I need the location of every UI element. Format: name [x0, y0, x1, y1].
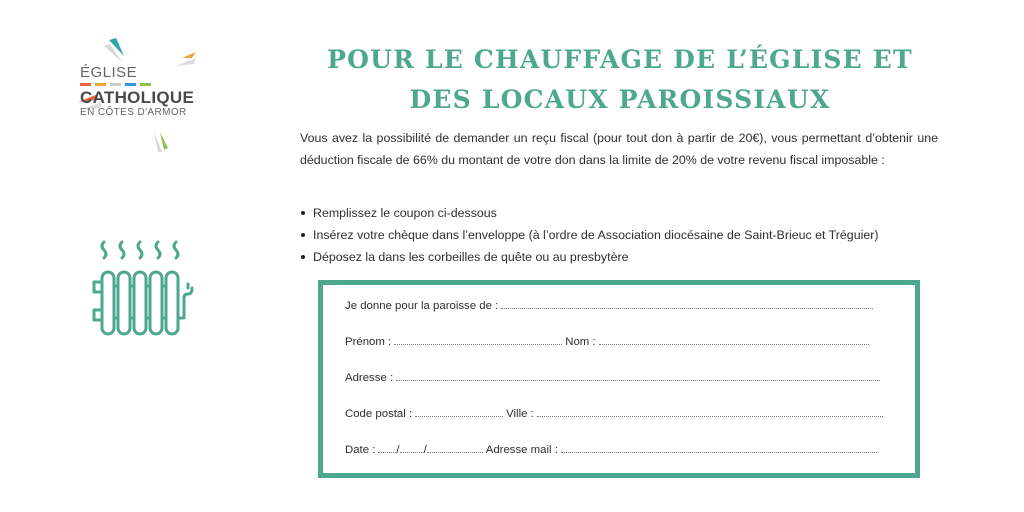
city-row: [345, 407, 886, 420]
logo-eglise-text: ÉGLISE: [80, 64, 138, 81]
date-day-field[interactable]: [378, 443, 396, 453]
paroisse-field[interactable]: [501, 299, 873, 309]
prenom-label: Prénom :: [345, 336, 392, 348]
radiator-icon: [90, 238, 200, 343]
donation-coupon: [318, 280, 920, 478]
paroisse-label: Je donne pour la paroisse de :: [345, 300, 499, 312]
logo-region-text: EN CÔTES D'ARMOR: [80, 107, 187, 118]
date-month-field[interactable]: [400, 443, 424, 453]
ville-field[interactable]: [537, 407, 883, 417]
title-line-2: DES LOCAUX PAROISSIAUX: [409, 85, 831, 114]
page-title: [312, 40, 928, 120]
logo-color-dashes: [80, 83, 194, 86]
code-postal-label: Code postal :: [345, 408, 413, 420]
ville-label: Ville :: [506, 408, 534, 420]
date-year-field[interactable]: [427, 443, 483, 453]
adresse-field[interactable]: [396, 371, 880, 381]
prenom-field[interactable]: [394, 335, 562, 345]
step-item: Remplissez le coupon ci-dessous: [300, 202, 960, 224]
date-separator: /: [423, 444, 427, 456]
title-line-1: POUR LE CHAUFFAGE DE L’ÉGLISE ET: [327, 45, 913, 74]
date-separator: /: [396, 444, 400, 456]
paroisse-row: [345, 299, 876, 312]
adresse-label: Adresse :: [345, 372, 394, 384]
intro-paragraph: Vous avez la possibilité de demander un reçu fiscal (pour tout don à partir de 20€), vous permettant d’obtenir une déduction fiscale de 66% du montant de votre don dans la limite de 20% de votre revenu fiscal imposable :: [300, 131, 938, 167]
code-postal-field[interactable]: [415, 407, 503, 417]
date-label: Date :: [345, 444, 376, 456]
nom-field[interactable]: [599, 335, 869, 345]
diocese-logo: [66, 28, 236, 158]
step-item: Déposez la dans les corbeilles de quête ou au presbytère: [300, 246, 960, 268]
nom-label: Nom :: [565, 336, 596, 348]
step-item: Insérez votre chèque dans l’enveloppe (à l’ordre de Association diocésaine de Saint-Brieuc et Tréguier): [300, 224, 960, 246]
date-mail-row: [345, 443, 880, 456]
steps-list: [300, 202, 960, 268]
mail-label: Adresse mail :: [485, 444, 558, 456]
adresse-row: [345, 371, 883, 384]
name-row: [345, 335, 872, 348]
mail-field[interactable]: [561, 443, 877, 453]
logo-catholique-text: CATHOLIQUE: [80, 88, 195, 107]
